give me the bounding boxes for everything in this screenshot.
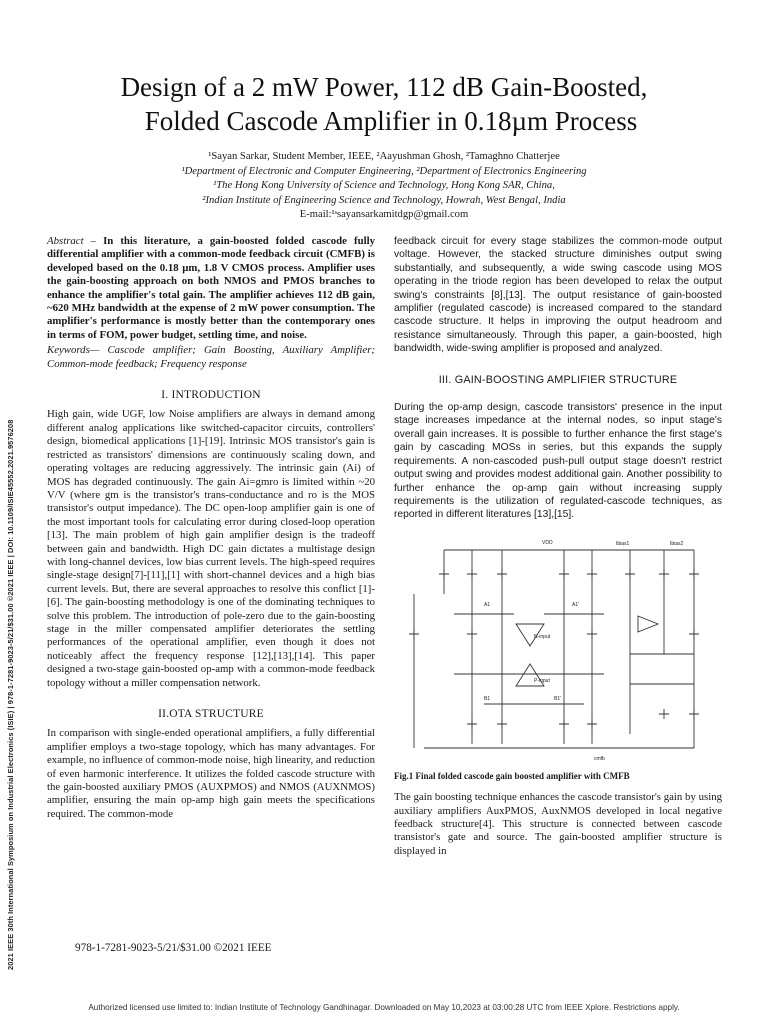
circuit-schematic-image [394,534,722,766]
label-vdd: VDD [542,539,553,546]
label-a1-prime: A1' [572,601,580,608]
copyright-line: 978-1-7281-9023-5/21/$31.00 ©2021 IEEE [75,942,272,954]
label-a1: A1 [484,601,491,608]
keywords: Keywords— Cascode amplifier; Gain Boosting, Auxiliary Amplifier; Common-mode feedback; Frequency response [47,344,375,370]
left-column [47,235,375,821]
author-block [100,150,668,223]
conference-sidebar: 2021 IEEE 30th International Symposium on Industrial Electronics (ISIE) | 978-1-7281-9023-5/21/$31.00 ©2021 IEEE | DOI: 10.1109/ISIE45552.2021.9576208 [6,419,15,970]
abstract [47,235,375,342]
paper-title [40,70,728,138]
section-heading-ota: II.OTA STRUCTURE [158,708,264,720]
section-introduction-text: High gain, wide UGF, low Noise amplifiers are always in demand among different analog applications like switched-capacitor circuits, controllers' design, biomedical applications [1]-[19]. Intrinsic MOS transistor's gain is restricted as transistors' dimensions are continuously scaling down, and operating voltages are reducing aggressively. The intrinsic gain (Ai) of MOS has degraded continuously. The gain Ai=gmro is limited within ~20 V/V (where gm is the transistor's trans-conductance and ro is the MOS transistor's output impedance). The DC open-loop amplifier gain is one of the most important tools for calculating error during closed-loop operation [13]. The main problem of high gain amplifier design is the tradeoff between gain and bandwidth. High DC gain dictates a multistage design with long-channel devices, low bias current levels. The high-speed requires single-stage design[7]-[11],[1] with short-channel devices and a high bias current levels. But, there are several approaches to resolve this conflict [1]-[6]. The gain-boosting methodology is one of the dominating techniques to solve this problem. The introduction of pole-zero due to the gain-boosting stage in the miller compensated amplifier deteriorates the settling performances of the operational amplifier, even though it does not noticeably affect the frequency response [12],[13],[14]. This paper designed a two-stage gain-boosted op-amp with a common-mode feedback topology without a miller compensation network. [47,408,375,689]
author-email: E-mail:¹ˢsayansarkamitdgp@gmail.com [299,209,469,221]
circuit-figure [394,534,722,766]
label-ibias2: Ibias2 [670,540,684,547]
section-gain-boosting-text: During the op-amp design, cascode transistors' presence in the input stage increases impedance at the internal nodes, so input stage's overall gain increases. It is possible to further enhance the first stage's gain by cascading MOSs in series, but this expands the supply requirements. A non-cascoded push-pull output stage doesn't restrict output swing and provides modest additional gain. Another possibility to further enhance the op-amp gain without increasing supply requirements is the utilization of regulated-cascode techniques, as reported in different literatures [13],[15]. [394,402,722,521]
label-p-input: P-input [534,677,550,684]
label-cmfb: cmfb [594,755,605,762]
figure-caption: Fig.1 Final folded cascode gain boosted amplifier with CMFB [394,770,630,781]
abstract-label: Abstract – [47,235,97,247]
after-figure-text: The gain boosting technique enhances the cascode transistor's gain by using auxiliary amplifiers AuxPMOS, AuxNMOS developed in local negative feedback structure[4]. This structure is connected between cascode transistor's gate and source. The gain-boosted amplifier structure is displayed in [394,791,722,857]
section-ota-text: In comparison with single-ended operational amplifiers, a fully differential amplifier employs a two-stage topology, which has many advantages. For example, no influence of common-mode noise, high linearity, and reduction of even harmonic interference. It utilizes the folded cascode structure with the gain-boosted auxiliary PMOS (AUXPMOS) and NMOS (AUXNMOS) amplifier, ensuring the main op-amp high gain meets the specifications required. The common-mode [47,727,375,820]
author-affil-1: ¹The Hong Kong University of Science and Technology, Hong Kong SAR, China, [213,180,555,192]
label-b1-prime: B1' [554,695,562,702]
title-line-2: Folded Cascode Amplifier in 0.18µm Process [144,106,638,136]
license-footer: Authorized licensed use limited to: Indian Institute of Technology Gandhinagar. Downloaded on May 10,2023 at 03:00:28 UTC from IEEE Xplore. Restrictions apply. [88,1003,680,1012]
author-dept: ¹Department of Electronic and Computer Engineering, ²Department of Electronics Engineering [181,165,587,177]
author-names: ¹Sayan Sarkar, Student Member, IEEE, ²Aayushman Ghosh, ²Tamaghno Chatterjee [208,151,560,162]
author-affil-2: ²Indian Institute of Engineering Science and Technology, Howrah, West Bengal, India [202,194,566,206]
abstract-body: In this literature, a gain-boosted folded cascode fully differential amplifier with a common-mode feedback circuit (CMFB) is developed based on the 0.18 µm, 1.8 V CMOS process. Amplifier uses the gain-boosting approach on both NMOS and PMOS branches to enhance the amplifier's total gain. The amplifier achieves 112 dB gain, ~620 MHz bandwidth at the expense of 2 mW power consumption. The amplifier's performance is mostly better than the contemporary ones in terms of FOM, power budget, settling time, and noise. [47,235,375,341]
title-line-1: Design of a 2 mW Power, 112 dB Gain-Boosted, [120,72,648,102]
label-b1: B1 [484,695,491,702]
transistor-symbols [409,569,699,729]
section-heading-introduction: I. INTRODUCTION [161,389,261,402]
right-column [394,235,722,858]
right-column-intro-text: feedback circuit for every stage stabilizes the common-mode output voltage. However, the stacked structure diminishes output swing substantially, and subsequently, a wide swing cascode using MOS operating in the triode region has been developed to relax the output swing's constraints [8],[13]. The output resistance of gain-boosted amplifier (regulated cascode) is increased compared to the standard cascode structure. It helps in improving the output headroom and resistance simultaneously. Through this paper, a gain-boosted, high bandwidth, wide-swing amplifier is proposed and analyzed. [394,236,722,355]
label-n-input: N-input [534,633,551,640]
label-ibias1: Ibias1 [616,540,630,547]
section-heading-gain-boosting: III. GAIN-BOOSTING AMPLIFIER STRUCTURE [438,373,678,386]
